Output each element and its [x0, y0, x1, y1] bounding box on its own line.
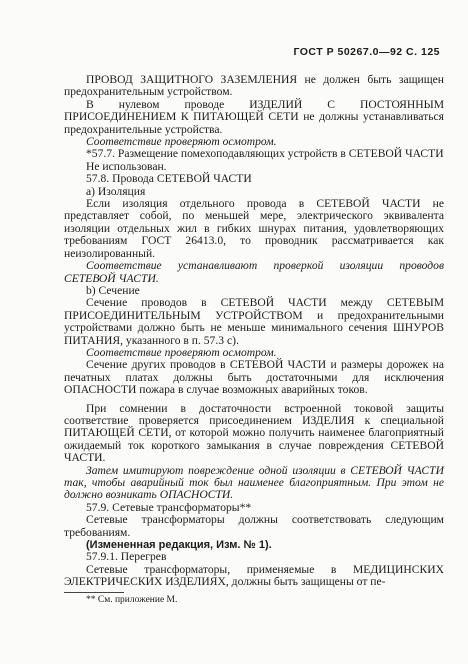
subsection-heading-insulation: а) Изоляция: [86, 184, 146, 198]
footnote-divider: [64, 592, 124, 593]
paragraph-overheating: Сетевые трансформаторы, применяемые в МЕДИЦИНСКИХ ЭЛЕКТРИЧЕСКИХ ИЗДЕЛИЯХ, должны быть защищены от пе-: [64, 562, 444, 589]
paragraph-doubt-protection: При сомнении в достаточности встроенной токовой защиты соответствие проверяется присоединением ИЗДЕЛИЯ к специальной ПИТАЮЩЕЙ СЕТИ, от которой можно получить наименее благоприятный ожидаемый ток короткого замыкания в случае повреждения СЕТЕВОЙ ЧАСТИ.: [64, 401, 444, 465]
paragraph-transformers-requirements: Сетевые трансформаторы должны соответствовать следующим требованиям.: [64, 513, 444, 539]
compliance-note: Соответствие проверяют осмотром.: [86, 135, 277, 149]
footnote: ** См. приложение М.: [86, 594, 178, 605]
page-header: ГОСТ Р 50267.0—92 С. 125: [293, 46, 440, 58]
section-heading-57-9: 57.9. Сетевые трансформаторы**: [86, 500, 252, 514]
paragraph-neutral-conductor: В нулевом проводе ИЗДЕЛИЙ С ПОСТОЯННЫМ ПРИСОЕДИНЕНИЕМ К ПИТАЮЩЕЙ СЕТИ не должны устанавливаться предохранительные устройства.: [64, 97, 444, 136]
section-heading-57-8: 57.8. Провода СЕТЕВОЙ ЧАСТИ: [86, 172, 252, 186]
paragraph-simulate-fault: Затем имитируют повреждение одной изоляции в СЕТЕВОЙ ЧАСТИ так, чтобы аварийный ток был наименее благоприятным. При этом не должно возникать ОПАСНОСТИ.: [64, 463, 444, 502]
section-heading-57-7: *57.7. Размещение помехоподавляющих устройств в СЕТЕВОЙ ЧАСТИ: [86, 147, 444, 161]
paragraph-not-used: Не использован.: [86, 159, 167, 173]
compliance-note: Соответствие устанавливают проверкой изоляции проводов СЕТЕВОЙ ЧАСТИ.: [64, 259, 444, 285]
page-body: [64, 74, 444, 606]
subsection-heading-cross-section: b) Сечение: [86, 283, 140, 297]
compliance-note: Соответствие проверяют осмотром.: [86, 345, 277, 359]
section-heading-57-9-1: 57.9.1. Перегрев: [86, 550, 167, 564]
paragraph-other-conductors: Сечение других проводов в СЕТЕВОЙ ЧАСТИ и размеры дорожек на печатных платах должны быть достаточными для исключения ОПАСНОСТИ пожара в случае возможных аварийных токов.: [64, 358, 444, 397]
paragraph-insulation: Если изоляция отдельного провода в СЕТЕВОЙ ЧАСТИ не представляет собой, по меньшей мере, электрического эквивалента изоляции отдельных жил в гибких шнурах питания, удовлетворяющих требованиям ГОСТ 26413.0, то проводник рассматривается как неизолированный.: [64, 197, 444, 260]
amendment-note: (Измененная редакция, Изм. № 1).: [86, 539, 272, 552]
paragraph-protective-earth: ПРОВОД ЗАЩИТНОГО ЗАЗЕМЛЕНИЯ не должен быть защищен предохранительным устройством.: [64, 73, 444, 99]
paragraph-cross-section: Сечение проводов в СЕТЕВОЙ ЧАСТИ между СЕТЕВЫМ ПРИСОЕДИНИТЕЛЬНЫМ УСТРОЙСТВОМ и предохранительными устройствами должно быть не меньше минимального сечения ШНУРОВ ПИТАНИЯ, указанного в п. 57.3 с).: [64, 296, 444, 347]
